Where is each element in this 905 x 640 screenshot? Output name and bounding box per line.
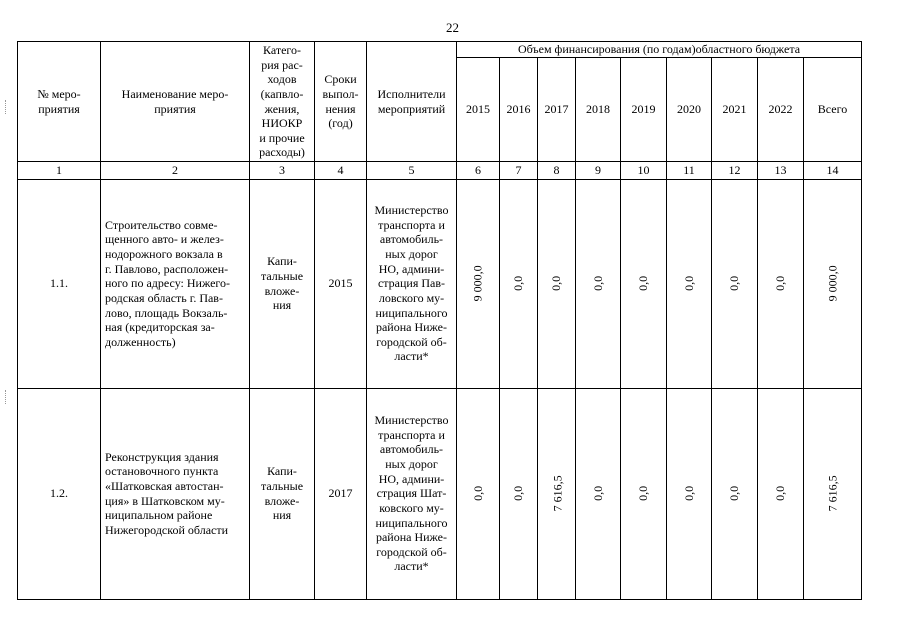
row-value bbox=[758, 179, 804, 388]
row-total bbox=[804, 179, 862, 388]
row-term: 2015 bbox=[315, 179, 367, 388]
row-value bbox=[712, 388, 758, 599]
header-term bbox=[315, 42, 367, 162]
column-number: 4 bbox=[315, 162, 367, 180]
row-value bbox=[758, 388, 804, 599]
page-number: 22 bbox=[446, 20, 459, 35]
column-number: 2 bbox=[101, 162, 250, 180]
row-category bbox=[250, 179, 315, 388]
table-row bbox=[18, 388, 862, 599]
row-executors-text: Министерство транспорта и автомобиль- ных дорог НО, админи- страция Шат- ковского му- ниципального района Ниже- городской об- ласти* bbox=[374, 413, 449, 574]
row-total-text: 9 000,0 bbox=[825, 265, 840, 302]
row-name-text: Реконструкция здания остановочного пункта «Шатковская автостан- ция» в Шатковском му- ниципальном районе Нижегородской области bbox=[105, 449, 229, 537]
column-number: 10 bbox=[621, 162, 667, 180]
header-name bbox=[101, 42, 250, 162]
row-value-text: 0,0 bbox=[681, 486, 696, 502]
row-value-text: 0,0 bbox=[636, 486, 651, 502]
row-name-text: Строительство совме- щенного авто- и желез- нодорожного вокзала в г. Павлово, расположен- ного по адресу: Нижего- родская область г. Пав- лово, площадь Вокзаль- ная (кредиторская за- долженность) bbox=[105, 217, 231, 349]
header-executors-text: Исполнители мероприятий bbox=[377, 86, 446, 116]
header-num-text: № меро- приятия bbox=[37, 86, 81, 116]
row-name bbox=[101, 179, 250, 388]
header-year: 2016 bbox=[500, 57, 538, 161]
header-executors bbox=[367, 42, 457, 162]
row-value bbox=[712, 179, 758, 388]
column-number: 7 bbox=[500, 162, 538, 180]
row-value-text: 0,0 bbox=[727, 276, 742, 292]
margin-mark bbox=[5, 390, 7, 404]
row-executors-text: Министерство транспорта и автомобиль- ных дорог НО, админи- страция Пав- ловского му- ниципального района Ниже- городской об- ласти* bbox=[374, 203, 449, 364]
row-category-text: Капи- тальные вложе- ния bbox=[260, 254, 304, 313]
column-number: 3 bbox=[250, 162, 315, 180]
row-category-text: Капи- тальные вложе- ния bbox=[260, 464, 304, 523]
margin-mark bbox=[5, 100, 7, 114]
header-year: 2019 bbox=[621, 57, 667, 161]
row-value-text: 0,0 bbox=[549, 276, 564, 292]
header-year: 2017 bbox=[538, 57, 576, 161]
funding-table bbox=[17, 41, 862, 600]
row-value bbox=[500, 388, 538, 599]
row-term: 2017 bbox=[315, 388, 367, 599]
row-total bbox=[804, 388, 862, 599]
header-year: 2021 bbox=[712, 57, 758, 161]
row-value bbox=[667, 179, 712, 388]
header-year: 2022 bbox=[758, 57, 804, 161]
column-number: 1 bbox=[18, 162, 101, 180]
header-term-text: Сроки выпол- нения (год) bbox=[322, 72, 359, 131]
row-value bbox=[457, 179, 500, 388]
column-number: 12 bbox=[712, 162, 758, 180]
column-number: 6 bbox=[457, 162, 500, 180]
row-num: 1.1. bbox=[18, 179, 101, 388]
row-name bbox=[101, 388, 250, 599]
row-value bbox=[538, 388, 576, 599]
row-executors bbox=[367, 388, 457, 599]
header-year: 2020 bbox=[667, 57, 712, 161]
column-number: 14 bbox=[804, 162, 862, 180]
row-value-text: 0,0 bbox=[470, 486, 485, 502]
column-number: 5 bbox=[367, 162, 457, 180]
row-value-text: 0,0 bbox=[681, 276, 696, 292]
header-category-text: Катего- рия рас- ходов (капвло- жения, НИОКР и прочие расходы) bbox=[259, 43, 305, 160]
row-value-text: 7 616,5 bbox=[550, 475, 565, 512]
header-category bbox=[250, 42, 315, 162]
table-row bbox=[18, 179, 862, 388]
row-value bbox=[500, 179, 538, 388]
header-year: 2018 bbox=[576, 57, 621, 161]
header-total: Всего bbox=[804, 57, 862, 161]
column-number: 11 bbox=[667, 162, 712, 180]
row-value-text: 0,0 bbox=[511, 276, 526, 292]
row-value-text: 9 000,0 bbox=[470, 265, 485, 302]
row-executors bbox=[367, 179, 457, 388]
column-number: 13 bbox=[758, 162, 804, 180]
row-value bbox=[457, 388, 500, 599]
column-number: 8 bbox=[538, 162, 576, 180]
row-value bbox=[576, 179, 621, 388]
row-value bbox=[538, 179, 576, 388]
row-value-text: 0,0 bbox=[636, 276, 651, 292]
row-value bbox=[621, 388, 667, 599]
header-year: 2015 bbox=[457, 57, 500, 161]
header-name-text: Наименование меро- приятия bbox=[121, 86, 229, 116]
header-num bbox=[18, 42, 101, 162]
row-value-text: 0,0 bbox=[511, 486, 526, 502]
row-value bbox=[576, 388, 621, 599]
row-category bbox=[250, 388, 315, 599]
row-value-text: 0,0 bbox=[773, 276, 788, 292]
row-value-text: 0,0 bbox=[590, 276, 605, 292]
row-num: 1.2. bbox=[18, 388, 101, 599]
row-value-text: 0,0 bbox=[773, 486, 788, 502]
row-value-text: 0,0 bbox=[727, 486, 742, 502]
header-funding: Объем финансирования (по годам)областного бюджета bbox=[457, 42, 862, 58]
row-value-text: 0,0 bbox=[590, 486, 605, 502]
column-number: 9 bbox=[576, 162, 621, 180]
row-total-text: 7 616,5 bbox=[825, 475, 840, 512]
row-value bbox=[621, 179, 667, 388]
row-value bbox=[667, 388, 712, 599]
